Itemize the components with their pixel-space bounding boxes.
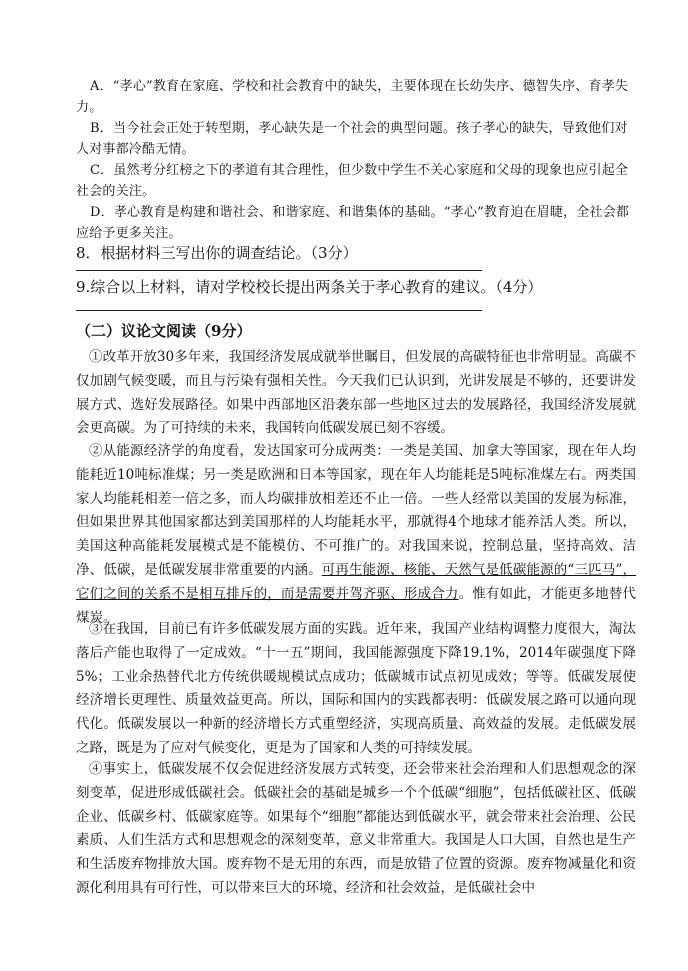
paragraph-4: ④事实上，低碳发展不仅会促进经济发展方式转变，还会带来社会治理和人们思想观念的深刻变革，促进形成低碳社会。低碳社会的基础是城乡一个个低碳“细胞”，包括低碳社区、低碳企业、低碳乡村、低碳家庭等。如果每个“细胞”都能达到低碳水平，就会带来社会治理、公民素质、人们生活方式和思想观念的深刻变革，意义非常重大。我国是人口大国，自然也是生产和生活废弃物排放大国。废弃物不是无用的东西，而是放错了位置的资源。废弃物减量化和资源化利用具有可行性，可以带来巨大的环境、经济和社会效益，是低碳社会中 [76,761,636,896]
paragraph-1: ①改革开放30多年来，我国经济发展成就举世瞩目，但发展的高碳特征也非常明显。高碳不仅加剧气候变暖，而且与污染有强相关性。今天我们已认识到，光讲发展是不够的，还要讲发展方式、选好发展路径。如果中西部地区沿袭东部一些地区过去的发展路径，我国经济发展就会更高碳。为了可持续的未来，我国转向低碳发展已刻不容缓。 [76,349,636,437]
paragraph-3: ③在我国，目前已有许多低碳发展方面的实践。近年来，我国产业结构调整力度很大，淘汰落后产能也取得了一定成效。“十一五”期间，我国能源强度下降19.1%，2014年碳强度下降5%；工业余热替代北方传统供暖规模试点成功；低碳城市试点初见成效；等等。低碳发展使经济增长更理性、质量效益更高。所以，国际和国内的实践都表明：低碳发展之路可以通向现代化。低碳发展以一种新的经济增长方式重塑经济，实现高质量、高效益的发展。走低碳发展之路，既是为了应对气候变化，更是为了国家和人类的可持续发展。 [76,621,636,756]
section-heading: （二）议论文阅读（9分） [76,322,252,340]
question-8: 8．根据材料三写出你的调查结论。（3分） [76,244,358,262]
answer-line-9[interactable] [76,310,482,311]
paragraph-2-text-before: ②从能源经济学的角度看，发达国家可分成两类：一类是美国、加拿大等国家，现在年人均能耗近10吨标准煤；另一类是欧洲和日本等国家，现在年人均能耗是5吨标准煤左右。两类国家人均能耗相差一倍之多，而人均碳排放相差还不止一倍。一些人经常以美国的发展为标准，但如果世界其他国家都达到美国那样的人均能耗水平，那就得4个地球才能养活人类。所以，美国这种高能耗发展模式是不能模仿、不可推广的。对我国来说，控制总量，坚持高效、洁净、低碳，是低碳发展非常重要的内涵。 [76,443,636,578]
option-b: B．当今社会正处于转型期，孝心缺失是一个社会的典型问题。孩子孝心的缺失，导致他们对人对事都冷酷无情。 [76,121,628,157]
paragraph-2 [76,440,636,630]
option-a: A．“孝心”教育在家庭、学校和社会教育中的缺失，主要体现在长幼失序、德智失序、育孝失力。 [76,79,629,115]
question-9: 9.综合以上材料，请对学校校长提出两条关于孝心教育的建议。（4分） [76,278,543,296]
paragraph-2-underlined: 可再生能源、核能、天然气是低碳能源的“三匹马”，它们之间的关系不是相互排斥的，而是需要并驾齐驱、形成合力 [76,561,636,602]
answer-line-8[interactable] [76,270,482,271]
option-c: C．虽然考分红榜之下的孝道有其合理性，但少数中学生不关心家庭和父母的现象也应引起全社会的关注。 [76,163,629,199]
paragraph-2-text-after: 。惟有如此，才能更多地替代煤炭。 [76,585,637,626]
option-d: D．孝心教育是构建和谐社会、和谐家庭、和谐集体的基础。“孝心”教育迫在眉睫，全社会都应给予更多关注。 [76,205,630,241]
